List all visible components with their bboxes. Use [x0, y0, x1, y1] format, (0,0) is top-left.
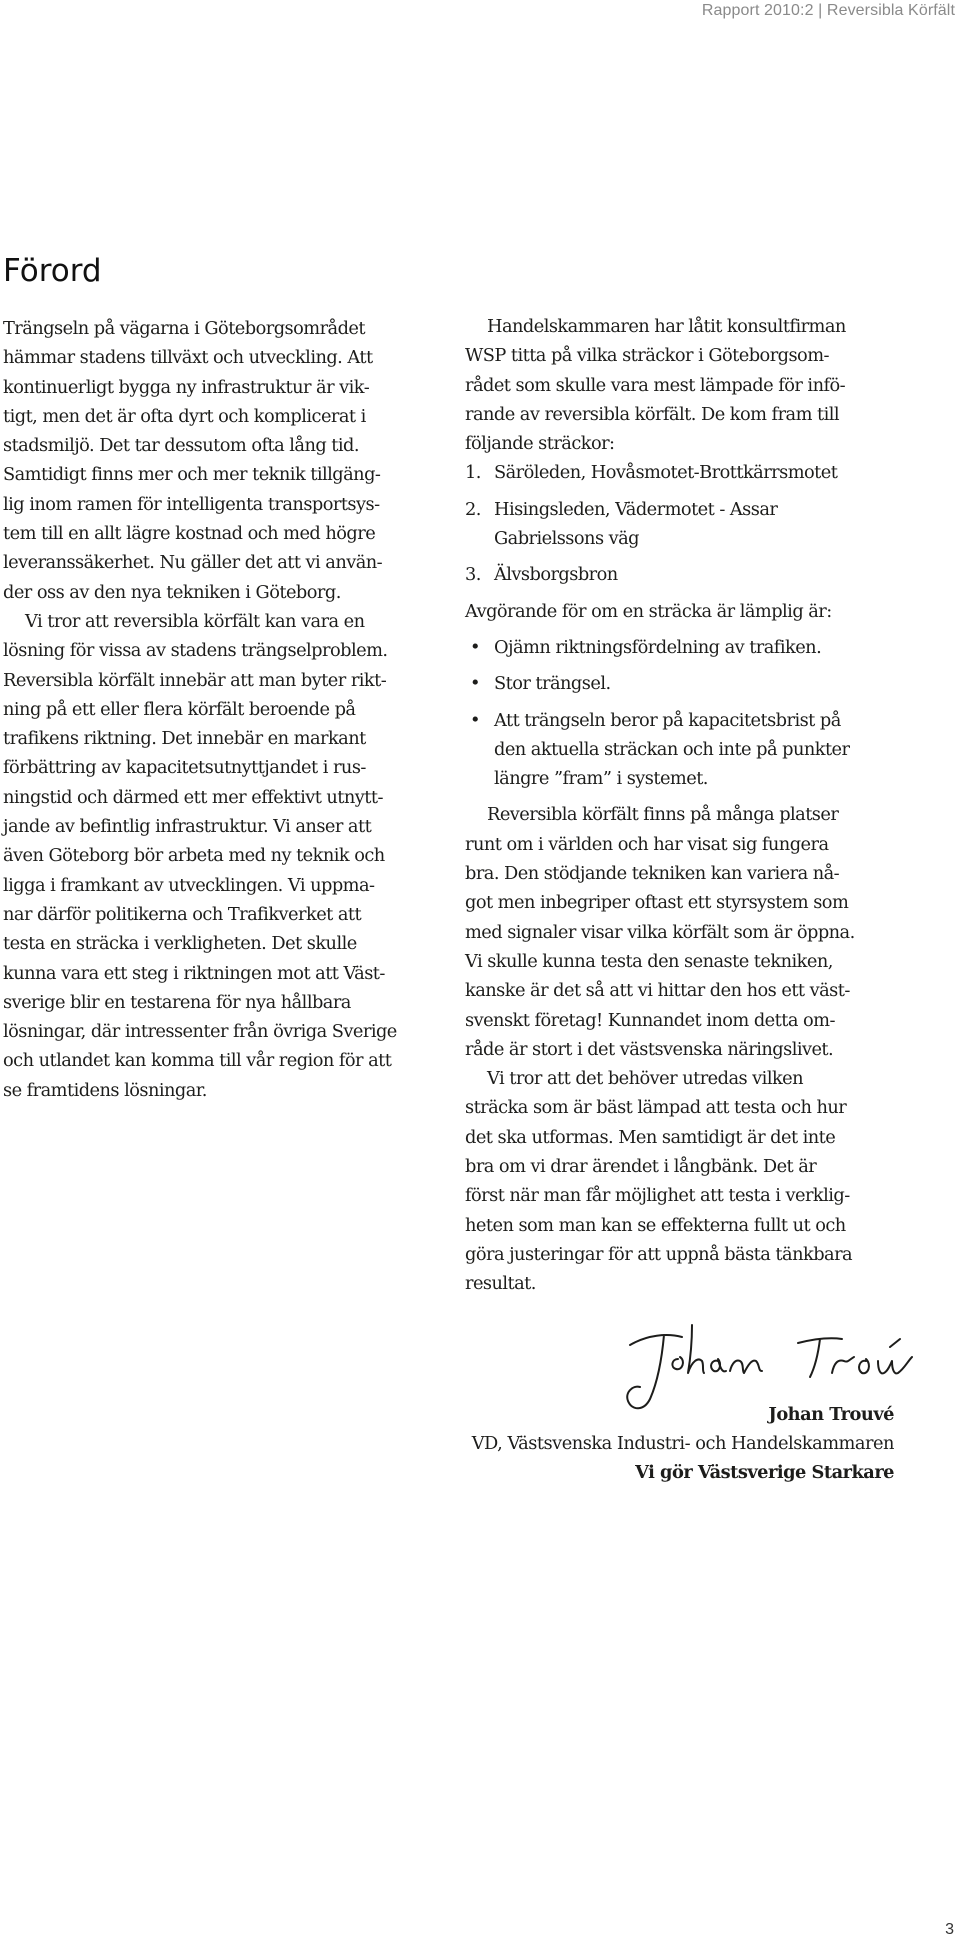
list-item-text: Att trängseln beror på kapacitetsbrist på: [494, 709, 841, 731]
body-text-line: ning på ett eller flera körfält beroende på: [3, 698, 356, 720]
body-text-line: Reversibla körfält finns på många platser: [487, 804, 839, 826]
body-text-line: bra om vi drar ärendet i långbänk. Det är: [465, 1156, 817, 1178]
body-text-line: Trängseln på vägarna i Göteborgsområdet: [3, 318, 365, 339]
body-text-line: följande sträckor:: [465, 433, 615, 455]
body-text-line: rande av reversibla körfält. De kom fram till: [465, 403, 840, 425]
page-number: 3: [945, 1921, 954, 1938]
body-text-line: förbättring av kapacitetsutnyttjandet i rus-: [3, 757, 366, 779]
list-number: 1.: [465, 462, 481, 484]
body-text-line: och utlandet kan komma till vår region för att: [3, 1050, 392, 1072]
list-item-text: Ojämn riktningsfördelning av trafiken.: [494, 636, 822, 658]
bullet-icon: •: [470, 636, 480, 658]
body-text-line: med signaler visar vilka körfält som är öppna.: [465, 921, 855, 943]
list-number: 2.: [465, 498, 481, 520]
body-text-line: lösningar, där intressenter från övriga Sverige: [3, 1021, 397, 1043]
body-text-line: det ska utformas. Men samtidigt är det inte: [465, 1126, 836, 1148]
body-text-line: göra justeringar för att uppnå bästa tänkbara: [465, 1243, 853, 1265]
body-text-line: kontinuerligt bygga ny infrastruktur är vik-: [3, 376, 370, 398]
bullet-icon: •: [470, 673, 480, 695]
body-text-line: Vi tror att det behöver utredas vilken: [487, 1068, 804, 1090]
body-text-line: leveranssäkerhet. Nu gäller det att vi använ-: [3, 552, 383, 574]
body-text-line: WSP titta på vilka sträckor i Göteborgsom-: [465, 345, 829, 367]
left-column: [3, 314, 448, 1105]
body-text-line: sträcka som är bäst lämpad att testa och hur: [465, 1097, 847, 1119]
body-text-line: kunna vara ett steg i riktningen mot att Väst-: [3, 962, 385, 984]
slogan: Vi gör Västsverige Starkare: [635, 1462, 894, 1483]
list-item-text: Stor trängsel.: [494, 673, 611, 695]
list-item-text: Gabrielssons väg: [494, 528, 639, 550]
body-text-line: jande av befintlig infrastruktur. Vi anser att: [3, 816, 372, 838]
body-text-line: kanske är det så att vi hittar den hos ett väst-: [465, 980, 850, 1002]
list-item-text: längre ”fram” i systemet.: [494, 768, 708, 790]
body-text-line: testa en sträcka i verkligheten. Det skulle: [3, 933, 357, 955]
signatory-name: Johan Trouvé: [768, 1404, 894, 1425]
body-text-line: rådet som skulle vara mest lämpade för infö-: [465, 374, 846, 396]
body-text-line: tigt, men det är ofta dyrt och komplicerat i: [3, 405, 366, 427]
body-text-line: svenskt företag! Kunnandet inom detta om-: [465, 1009, 835, 1031]
list-item-text: Älvsborgsbron: [494, 564, 618, 586]
stretch-list-item: [465, 495, 913, 554]
signature-block: [472, 1400, 894, 1487]
body-text-line: även Göteborg bör arbeta med ny teknik och: [3, 845, 385, 867]
body-text-line: lig inom ramen för intelligenta transportsys-: [3, 493, 380, 515]
body-text-line: runt om i världen och har visat sig fungera: [465, 833, 829, 855]
body-text-line: hämmar stadens tillväxt och utveckling. Att: [3, 347, 373, 369]
body-text-line: der oss av den nya tekniken i Göteborg.: [3, 581, 341, 603]
body-text-line: sverige blir en testarena för nya hållbara: [3, 991, 351, 1013]
handwritten-signature: [622, 1315, 922, 1413]
body-text-line: Vi skulle kunna testa den senaste tekniken,: [465, 950, 833, 972]
body-text-line: nar därför politikerna och Trafikverket att: [3, 903, 362, 925]
body-text-line: Handelskammaren har låtit konsultfirman: [487, 316, 846, 337]
body-text-line: lösning för vissa av stadens trängselproblem.: [3, 640, 388, 662]
body-text-line: se framtidens lösningar.: [3, 1079, 207, 1101]
body-text-line: ningstid och därmed ett mer effektivt utnytt-: [3, 786, 383, 808]
body-text-line: stadsmiljö. Det tar dessutom ofta lång tid.: [3, 435, 359, 457]
body-text-line: tem till en allt lägre kostnad och med högre: [3, 523, 376, 545]
page-title: Förord: [3, 253, 102, 289]
body-text-line: bra. Den stödjande tekniken kan variera nå-: [465, 863, 840, 885]
body-text-line: först när man får möjlighet att testa i verklig-: [465, 1185, 850, 1207]
list-item-text: den aktuella sträckan och inte på punkter: [494, 738, 850, 760]
stretch-list-item: [465, 560, 913, 589]
bullet-icon: •: [470, 709, 480, 731]
list-item-text: Säröleden, Hovåsmotet-Brottkärrsmotet: [494, 462, 838, 484]
body-text-line: resultat.: [465, 1273, 536, 1295]
body-text-line: Samtidigt finns mer och mer teknik tillgäng-: [3, 464, 381, 486]
list-number: 3.: [465, 564, 481, 586]
body-text-line: Vi tror att reversibla körfält kan vara en: [25, 610, 365, 632]
signatory-role: VD, Västsvenska Industri- och Handelskammaren: [471, 1433, 894, 1454]
body-text-line: got men inbegriper oftast ett styrsystem som: [465, 892, 849, 914]
body-text-line: trafikens riktning. Det innebär en markant: [3, 728, 366, 750]
criteria-list-item: [465, 633, 913, 662]
body-text-line: Reversibla körfält innebär att man byter rikt-: [3, 669, 387, 691]
body-text-line: ligga i framkant av utvecklingen. Vi uppma-: [3, 874, 375, 896]
body-text-line: råde är stort i det västsvenska näringslivet.: [465, 1038, 834, 1060]
right-column: [465, 312, 913, 1299]
list-item-text: Hisingsleden, Vädermotet - Assar: [494, 498, 778, 520]
stretch-list-item: [465, 458, 913, 487]
criteria-list-item: [465, 669, 913, 698]
criteria-list-item: [465, 706, 913, 794]
body-text-line: heten som man kan se effekterna fullt ut och: [465, 1214, 846, 1236]
running-header: Rapport 2010:2 | Reversibla Körfält: [701, 2, 955, 19]
criteria-intro: Avgörande för om en sträcka är lämplig är:: [465, 600, 832, 622]
